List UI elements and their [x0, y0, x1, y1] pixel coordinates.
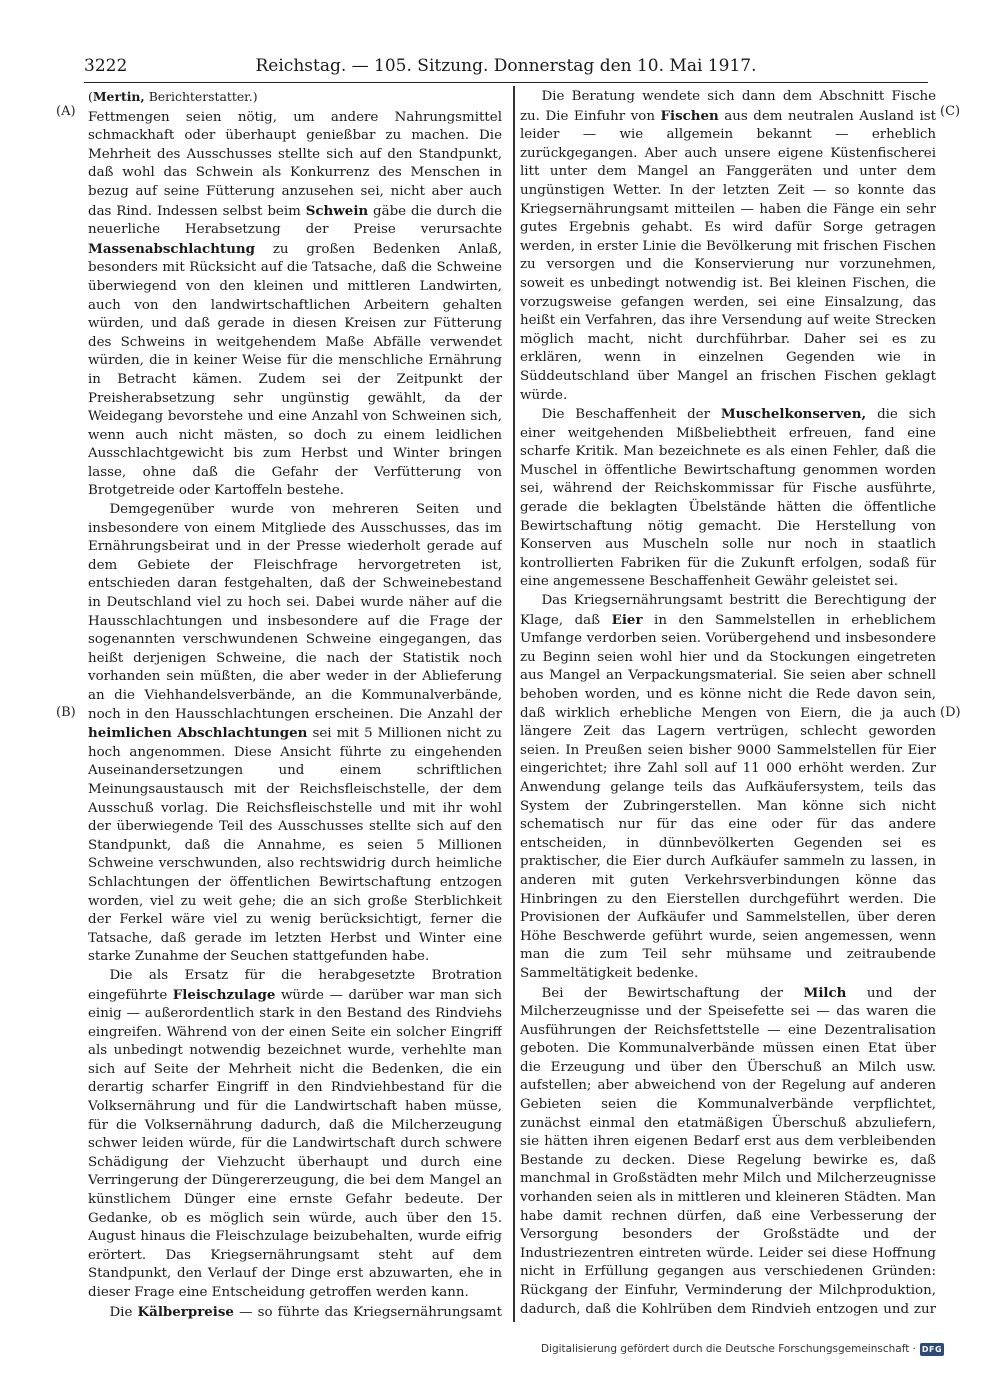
text-run: Fettmengen seien nötig, um andere Nahrungsmittel schmackhaft oder überhaupt genießbar zu machen. Die Mehrheit des Ausschusses stellte sich auf den Standpunkt, daß wohl das Schwein als Konkurrenz des Menschen in bezug auf seine Fütterung anzusehen sei, nicht aber auch das Rind. Indessen selbst beim: [88, 109, 502, 219]
emphasis: Massenabschlachtung: [88, 240, 255, 257]
text-run: — so führte das Kriegsernährungsamt: [239, 1304, 502, 1320]
left-column: [88, 88, 502, 1320]
text-run: Die Beschaffenheit der: [541, 407, 721, 423]
dfg-logo-icon: DFG: [921, 1344, 943, 1354]
credit-text: Digitalisierung gefördert durch die Deutsche Forschungsgemeinschaft ·: [540, 1343, 916, 1355]
text-run: Bei der Bewirtschaftung der: [541, 985, 804, 1001]
speaker-attribution: (Mertin, Berichterstatter.): [88, 89, 258, 104]
running-title: Reichstag. — 105. Sitzung. Donnerstag den 10. Mai 1917.: [255, 56, 757, 76]
right-column: [520, 88, 936, 1320]
text-run: Demgegenüber wurde von mehreren Seiten und insbesondere von einem Mitgliede des Ausschusses, das im Ernährungsbeirat und in der Presse wiederholt gerade auf dem Gebiete der Fleischfrage hervorgetreten ist, entschieden daran festgehalten, daß der Schweinebestand in Deutschland viel zu hoch sei. Dabei wurde näher auf die Hausschlachtungen und insbesondere auf die Frage der sogenannten verschwundenen Schweine eingegangen, das heißt derjenigen Schweine, die nach der Statistik noch vorhanden sein müßten, die aber weder in der Ablieferung an die Viehhandelsverbände, an die Kommunalverbände, noch in den Hausschlachtungen erscheinen. Die Anzahl der: [88, 502, 502, 722]
paragraph: [520, 405, 936, 592]
text-run: Die als Ersatz für die herabgesetzte Brotration eingeführte: [88, 967, 502, 1003]
paragraph: [88, 1303, 502, 1320]
paragraph: [520, 88, 936, 405]
text-run: würde — darüber war man sich einig — außerordentlich stark in den Bestand des Rindviehs eingreifen. Während von der einen Seite ein solcher Eingriff als unbedingt notwendig bezeichnet wurde, verhehlte man sich auf Seite der Mehrheit nicht die Bedenken, die ein derartig scharfer Eingriff in den Rindviehbestand für die Volksernährung und für die Landwirtschaft haben müsse, für die Volksernährung dadurch, daß die Milcherzeugung schwer leiden würde, für die Landwirtschaft durch schwere Schädigung der Viehzucht überhaupt und durch eine Verringerung der Düngererzeugung, die bei dem Mangel an künstlichem Dünger eine ernste Gefahr bedeute. Der Gedanke, ob es möglich sein würde, auch über den 15. August hinaus die Fleischzulage beizubehalten, wurde eifrig erörtert. Das Kriegsernährungsamt steht auf dem Standpunkt, den Verlauf der Dinge erst abzuwarten, ehe in dieser Frage eine Entscheidung getroffen werden kann.: [88, 987, 502, 1300]
emphasis: Muschelkonserven,: [720, 406, 867, 423]
paragraph: [520, 592, 936, 983]
emphasis: Milch: [803, 984, 847, 1001]
text-run: zu großen Bedenken Anlaß, besonders mit Rücksicht auf die Tatsache, daß die Schweine überwiegend von den kleinen und mittleren Landwirten, auch von den landwirtschaftlichen Arbeitern gehalten würden, und daß gerade in diesen Kreisen zur Fütterung des Schweins in weitgehendem Maße Abfälle verwendet würden, die in keiner Weise für die menschliche Ernährung in Betracht kämen. Zudem sei der Zeitpunkt der Preisherabsetzung sehr ungünstig gewählt, da der Weidegang bevorstehe und eine Anzahl von Schweinen sich, wenn auch nicht mästen, so doch zu einem leidlichen Ausschlachtgewicht bis zum Herbst und Winter bringen lasse, ohne daß die Gefahr der Verfütterung von Brotgetreide oder Kartoffeln bestehe.: [88, 241, 502, 499]
text-run: sei mit 5 Millionen nicht zu hoch angenommen. Diese Ansicht führte zu eingehenden Auseinandersetzungen und einem schriftlichen Meinungsaustausch mit der Reichsfleischstelle, der dem Ausschuß vorlag. Die Reichsfleischstelle und mit ihr wohl der überwiegende Teil des Ausschusses stellte sich auf den Standpunkt, daß die Annahme, es seien 5 Millionen Schweine verschwunden, also rechtswidrig durch heimliche Schlachtungen der öffentlichen Bewirtschaftung entzogen worden, viel zu weit gehe; die an sich große Sterblichkeit der Ferkel wäre viel zu wenig berücksichtigt, ferner die Tatsache, daß gerade im letzten Herbst und Winter eine starke Zunahme der Seuchen stattgefunden habe.: [88, 726, 502, 965]
text-run: aus dem neutralen Ausland ist leider — wie allgemein bekannt — erheblich zurückgegangen. Aber auch unsere eigene Küstenfischerei litt unter dem Mangel an Fanggeräten und unter dem ungünstigen Wetter. In der letzten Zeit — so konnte das Kriegsernährungsamt mitteilen — haben die Fänge ein sehr gutes Ergebnis gehabt. Es wird dafür Sorge getragen werden, in erster Linie die Bevölkerung mit frischen Fischen zu versorgen und die Konservierung nur vorzunehmen, soweit es unbedingt notwendig ist. Bei kleinen Fischen, die vorzugsweise gefangen werden, sei eine Einsalzung, das heißt ein Verfahren, das ihre Versendung auf weite Strecken möglich macht, nicht durchführbar. Daher sei es zu erklären, wenn in einzelnen Gegenden wie in Süddeutschland über Mangel an frischen Fischen geklagt würde.: [520, 108, 936, 403]
paragraph: [520, 984, 936, 1321]
column-divider: [513, 86, 515, 1322]
emphasis: Kälberpreise: [137, 1303, 234, 1320]
emphasis: Fleischzulage: [172, 986, 276, 1003]
page-number: 3222: [84, 56, 128, 76]
margin-mark-a: (A): [56, 104, 76, 119]
speaker-role: Berichterstatter.: [148, 89, 253, 104]
text-run: Das Kriegsernährungsamt bestritt die Berechtigung der Klage, daß: [520, 593, 936, 628]
emphasis: heimlichen Abschlachtungen: [88, 725, 308, 742]
text-run: in den Sammelstellen in erheblichem Umfange verdorben seien. Vorübergehend und insbesondere zu Beginn seien wohl hier und da Stockungen eingetreten aus Mangel an Verpackungsmaterial. Sie seien aber schnell behoben worden, und es könne nicht die Rede davon sein, daß wirklich erhebliche Mengen von Eiern, die ja auch längere Zeit das Lagern vertrügen, schlecht geworden seien. In Preußen seien bisher 9000 Sammelstellen für Eier eingerichtet; ihre Zahl soll auf 11 000 erhöht werden. Zur Anwendung gelange teils das Aufkäufersystem, teils das System der Zubringerstellen. Man könne sich nicht schematisch nur für das eine oder für das andere entscheiden, in dünnbevölkerten Gegenden sei es praktischer, die Eier durch Aufkäufer sammeln zu lassen, in anderen mit guten Verkehrsverbindungen könne das Hinbringen zu den Eierstellen durchgeführt werden. Die Provisionen der Aufkäufer und Sammelstellen, über deren Höhe Beschwerde geführt wurde, seien angemessen, wenn man die zum Teil sehr mühsame und zeitraubende Sammeltätigkeit bedenke.: [520, 612, 936, 981]
emphasis: Schwein: [305, 202, 369, 219]
text-run: gäbe die durch die neuerliche Herabsetzung der Preise verursachte: [88, 203, 502, 238]
text-run: Die Beratung wendete sich dann dem Abschnitt Fische zu. Die Einfuhr von: [520, 89, 936, 124]
text-run: Die: [109, 1304, 138, 1320]
page-header: [84, 56, 928, 83]
digitization-credit: [541, 1339, 944, 1359]
margin-mark-d: (D): [940, 705, 961, 720]
margin-mark-b: (B): [56, 705, 76, 720]
text-run: die sich einer weitgehenden Mißbeliebtheit erfreuen, fand eine scharfe Kritik. Man bezeichnete es als einen Fehler, daß die Muschel in öffentliche Bewirtschaftung genommen worden sei, während der Reichskommissar für Fische ausführte, gerade die beklagten Übelstände hätten die öffentliche Bewirtschaftung nötig gemacht. Die Herstellung von Konserven aus Muscheln solle nur noch in staatlich kontrollierten Fabriken für die Zukunft erfolgen, sodaß für eine angemessene Beschaffenheit Gewähr geleistet sei.: [520, 407, 936, 590]
speaker-name: Mertin,: [92, 89, 145, 104]
emphasis: Eier: [611, 611, 643, 628]
paragraph: [88, 109, 502, 501]
emphasis: Fischen: [660, 107, 719, 124]
paragraph: [88, 967, 502, 1303]
paragraph: [88, 501, 502, 967]
margin-mark-c: (C): [940, 104, 961, 119]
text-run: und der Milcherzeugnisse und der Speisefette sei — das waren die Ausführungen der Reichsfettstelle — eine Dezentralisation geboten. Die Kommunalverbände müssen einen Etat über die Erzeugung und über den Überschuß an Milch usw. aufstellen; aber abweichend von der Regelung auf anderen Gebieten seien die Kommunalverbände verpflichtet, zunächst einmal den etatmäßigen Überschuß abzuliefern, sie hätten ihren eigenen Bedarf erst aus dem verbleibenden Bestande zu decken. Diese Regelung bewirke es, daß manchmal in Großstädten mehr Milch und Milcherzeugnisse vorhanden seien als in mittleren und kleineren Städten. Man habe damit rechnen dürfen, daß eine Verbesserung der Versorgung besonders der Großstädte und der Industriezentren eintreten würde. Leider sei diese Hoffnung nicht in Erfüllung gegangen aus verschiedenen Gründen: Rückgang der Einfuhr, Verminderung der Milchproduktion, dadurch, daß die Kohlrüben dem Rindvieh entzogen und zur: [520, 985, 936, 1317]
